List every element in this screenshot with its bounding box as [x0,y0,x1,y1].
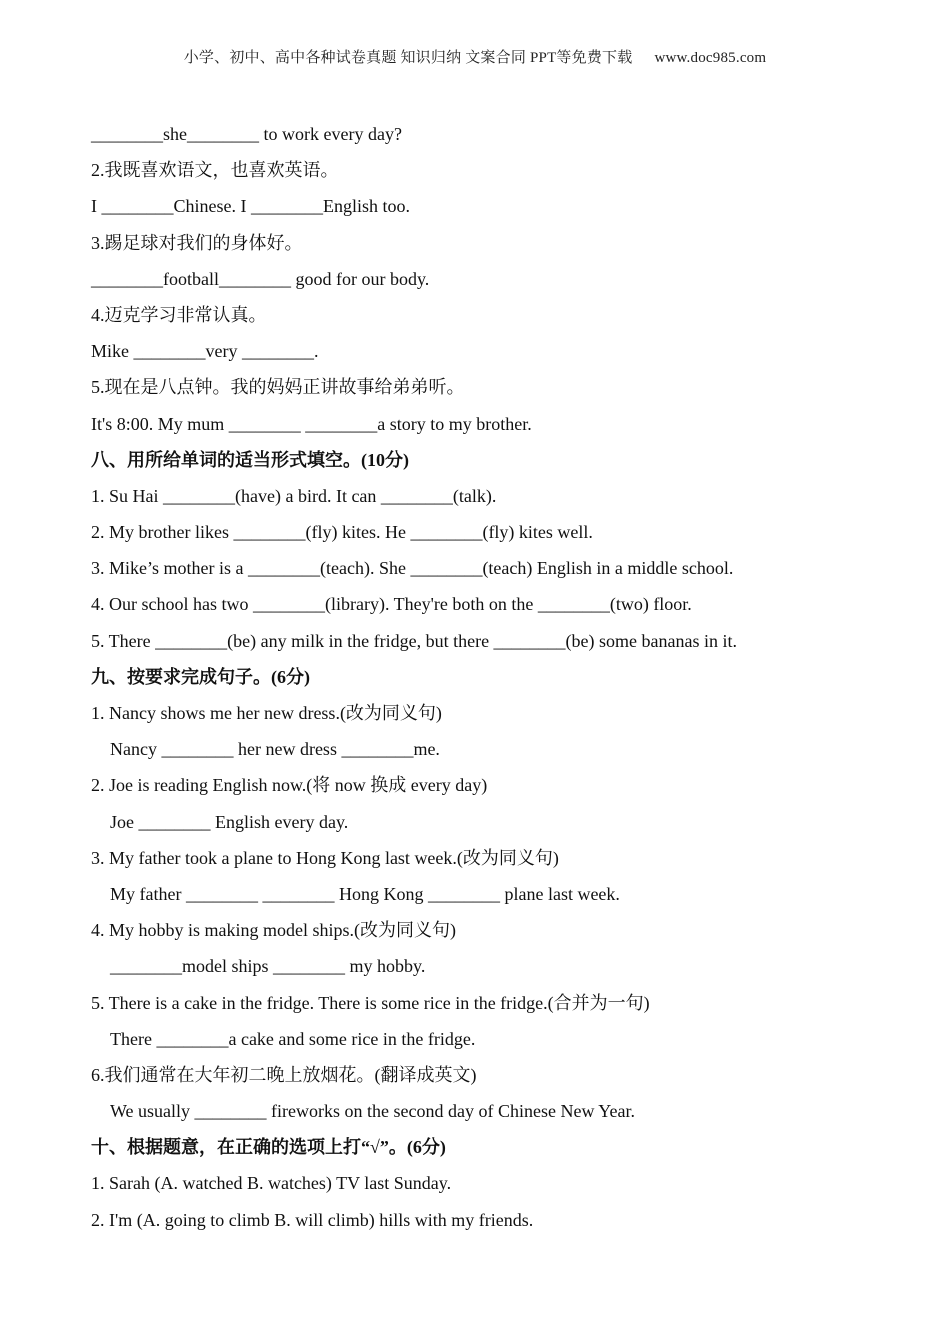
question-line: 4. Our school has two ________(library). They're both on the ________(two) floor. [91,594,692,615]
question-prompt: 2. Joe is reading English now.(将 now 换成 every day) [91,775,488,796]
answer-line: My father ________ ________ Hong Kong ________ plane last week. [110,883,620,904]
question-prompt: 4.迈克学习非常认真。 [91,304,267,325]
question-prompt: 4. My hobby is making model ships.(改为同义句) [91,920,456,941]
question-line: Mike ________very ________. [91,341,319,362]
question-prompt: 1. Nancy shows me her new dress.(改为同义句) [91,703,442,723]
header-promo-text: 小学、初中、高中各种试卷真题 知识归纳 文案合同 PPT等免费下载 [183,50,633,66]
question-prompt: 3.踢足球对我们的身体好。 [91,232,303,253]
answer-line: We usually ________ fireworks on the second day of Chinese New Year. [110,1101,635,1122]
section-heading-9: 九、按要求完成句子。(6分) [91,666,310,687]
page-header [0,46,950,67]
answer-line: Joe ________ English every day. [110,811,349,832]
question-line: 3. Mike’s mother is a ________(teach). She ________(teach) English in a middle school. [91,558,734,579]
question-line: 1. Su Hai ________(have) a bird. It can ________(talk). [91,485,497,506]
header-site-url: www.doc985.com [654,50,767,66]
question-line: ________football________ good for our body. [91,268,430,289]
answer-line: There ________a cake and some rice in the fridge. [110,1028,476,1049]
question-prompt: 5.现在是八点钟。我的妈妈正讲故事给弟弟听。 [91,377,465,398]
answer-line: ________model ships ________ my hobby. [110,956,426,977]
question-line: 1. Sarah (A. watched B. watches) TV last Sunday. [91,1173,452,1194]
answer-line: Nancy ________ her new dress ________me. [110,739,440,760]
question-line: 2. My brother likes ________(fly) kites. He ________(fly) kites well. [91,522,593,543]
question-prompt: 3. My father took a plane to Hong Kong last week.(改为同义句) [91,847,559,868]
worksheet-content [91,116,911,1238]
section-heading-10: 十、根据题意，在正确的选项上打“√”。(6分) [91,1137,446,1158]
question-prompt: 6.我们通常在大年初二晚上放烟花。(翻译成英文) [91,1064,477,1085]
question-line: It's 8:00. My mum ________ ________a story to my brother. [91,413,532,434]
question-line: I ________Chinese. I ________English too. [91,196,410,217]
question-line: ________she________ to work every day? [91,124,402,144]
question-prompt: 5. There is a cake in the fridge. There is some rice in the fridge.(合并为一句) [91,992,650,1013]
question-prompt: 2.我既喜欢语文，也喜欢英语。 [91,160,339,181]
question-line: 5. There ________(be) any milk in the fridge, but there ________(be) some bananas in it. [91,630,738,651]
section-heading-8: 八、用所给单词的适当形式填空。(10分) [91,449,409,470]
question-line: 2. I'm (A. going to climb B. will climb) hills with my friends. [91,1209,534,1230]
